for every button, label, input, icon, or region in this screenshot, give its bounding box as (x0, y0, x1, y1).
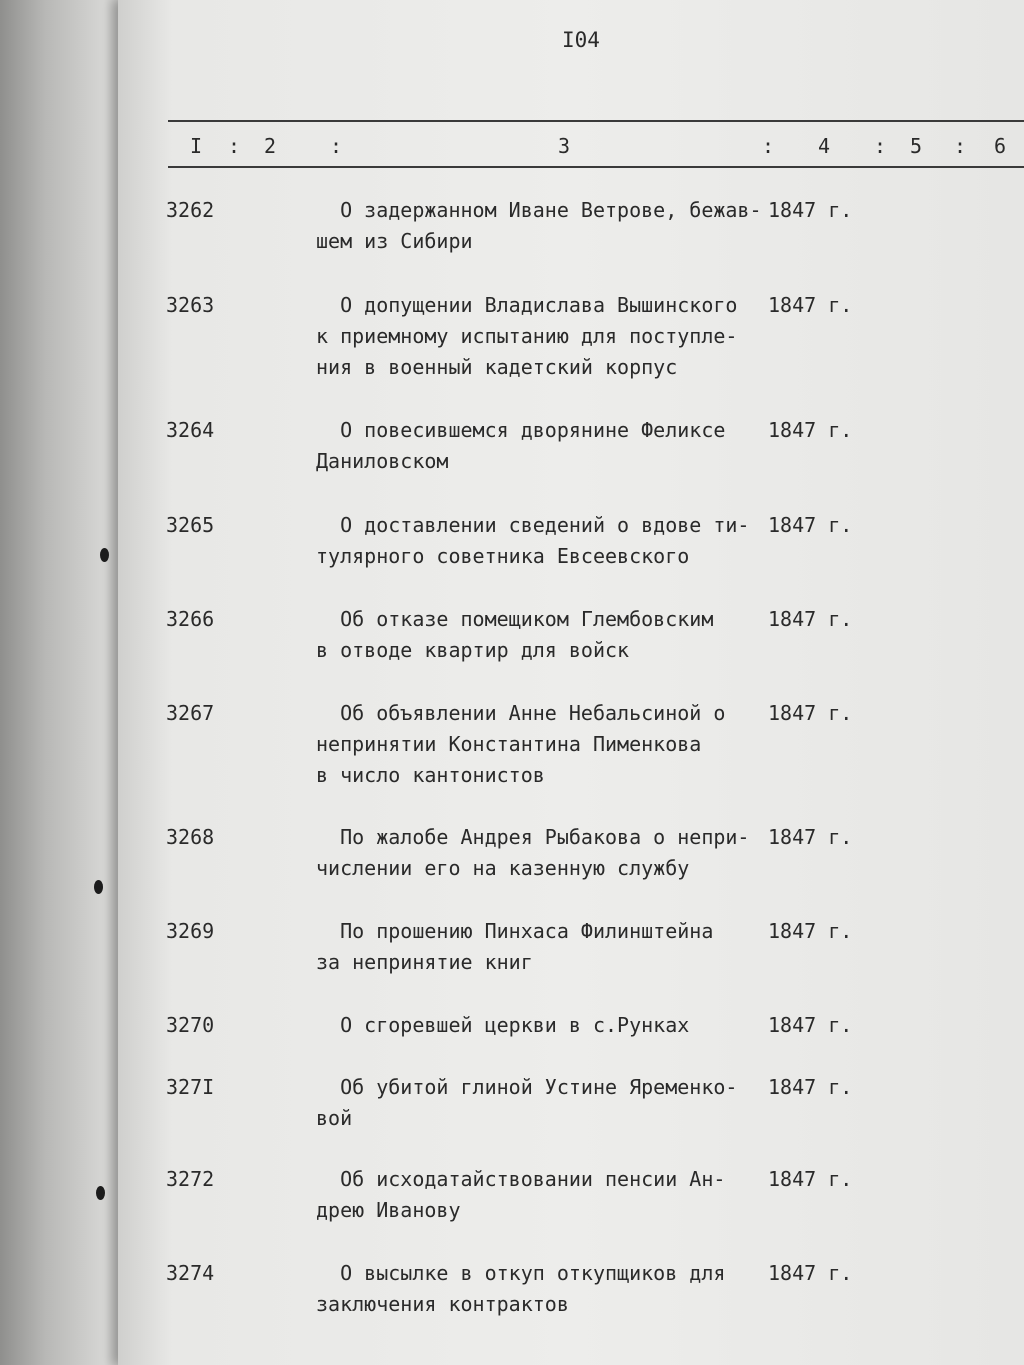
record-description (316, 822, 776, 884)
record-year: 1847 г. (768, 1075, 853, 1099)
record-year: 1847 г. (768, 418, 853, 442)
record-year: 1847 г. (768, 607, 853, 631)
record-number: 3266 (166, 607, 215, 631)
description-line: шем из Сибири (316, 229, 473, 253)
binding-hole (94, 880, 103, 894)
description-line: Об исходатайствовании пенсии Ан- (316, 1167, 726, 1191)
binding-hole (100, 548, 109, 562)
header-sep: : (330, 134, 343, 158)
header-sep: : (228, 134, 241, 158)
header-col-3: 3 (558, 134, 571, 158)
record-description (316, 1010, 776, 1041)
record-number: 3268 (166, 825, 215, 849)
header-rule-bottom (168, 166, 1024, 168)
record-description (316, 195, 776, 257)
header-sep: : (874, 134, 887, 158)
header-col-1: I (190, 134, 203, 158)
description-line: числении его на казенную службу (316, 856, 690, 880)
record-description (316, 698, 776, 791)
record-description (316, 1258, 776, 1320)
description-line: Об убитой глиной Устине Яременко- (316, 1075, 738, 1099)
header-col-4: 4 (818, 134, 831, 158)
record-description (316, 916, 776, 978)
description-line: О задержанном Иване Ветрове, бежав- (316, 198, 762, 222)
record-year: 1847 г. (768, 198, 853, 222)
description-line: в число кантонистов (316, 763, 545, 787)
record-number: 3264 (166, 418, 215, 442)
description-line: О повесившемся дворянине Феликсе (316, 418, 726, 442)
record-number: 3274 (166, 1261, 215, 1285)
description-line: О допущении Владислава Вышинского (316, 293, 738, 317)
record-number: 3265 (166, 513, 215, 537)
header-sep: : (762, 134, 775, 158)
description-line: тулярного советника Евсеевского (316, 544, 690, 568)
record-number: 3262 (166, 198, 215, 222)
description-line: непринятии Константина Пименкова (316, 732, 702, 756)
record-year: 1847 г. (768, 513, 853, 537)
record-number: 3270 (166, 1013, 215, 1037)
record-year: 1847 г. (768, 293, 853, 317)
description-line: заключения контрактов (316, 1292, 569, 1316)
record-number: 327I (166, 1075, 215, 1099)
record-number: 3269 (166, 919, 215, 943)
facing-page (0, 0, 130, 1365)
record-number: 3263 (166, 293, 215, 317)
record-description (316, 604, 776, 666)
description-line: Даниловском (316, 449, 449, 473)
page-number: I04 (562, 28, 600, 52)
header-col-2: 2 (264, 134, 277, 158)
document-page (118, 0, 1024, 1365)
description-line: По жалобе Андрея Рыбакова о непри- (316, 825, 750, 849)
description-line: О сгоревшей церкви в с.Рунках (316, 1013, 690, 1037)
record-number: 3272 (166, 1167, 215, 1191)
record-year: 1847 г. (768, 1013, 853, 1037)
record-year: 1847 г. (768, 701, 853, 725)
description-line: Об объявлении Анне Небальсиной о (316, 701, 726, 725)
header-col-6: 6 (994, 134, 1007, 158)
record-number: 3267 (166, 701, 215, 725)
header-col-5: 5 (910, 134, 923, 158)
record-description (316, 510, 776, 572)
description-line: за непринятие книг (316, 950, 533, 974)
description-line: О высылке в откуп откупщиков для (316, 1261, 726, 1285)
description-line: О доставлении сведений о вдове ти- (316, 513, 750, 537)
record-description (316, 1164, 776, 1226)
description-line: вой (316, 1106, 353, 1130)
record-year: 1847 г. (768, 919, 853, 943)
description-line: к приемному испытанию для поступле- (316, 324, 738, 348)
description-line: ния в военный кадетский корпус (316, 355, 678, 379)
description-line: в отводе квартир для войск (316, 638, 630, 662)
description-line: Об отказе помещиком Глембовским (316, 607, 714, 631)
header-sep: : (954, 134, 967, 158)
description-line: дрею Иванову (316, 1198, 461, 1222)
record-year: 1847 г. (768, 825, 853, 849)
binding-hole (96, 1186, 105, 1200)
record-year: 1847 г. (768, 1167, 853, 1191)
header-rule-top (168, 120, 1024, 122)
record-description (316, 415, 776, 477)
record-year: 1847 г. (768, 1261, 853, 1285)
description-line: По прошению Пинхаса Филинштейна (316, 919, 714, 943)
record-description (316, 1072, 776, 1134)
record-description (316, 290, 776, 383)
